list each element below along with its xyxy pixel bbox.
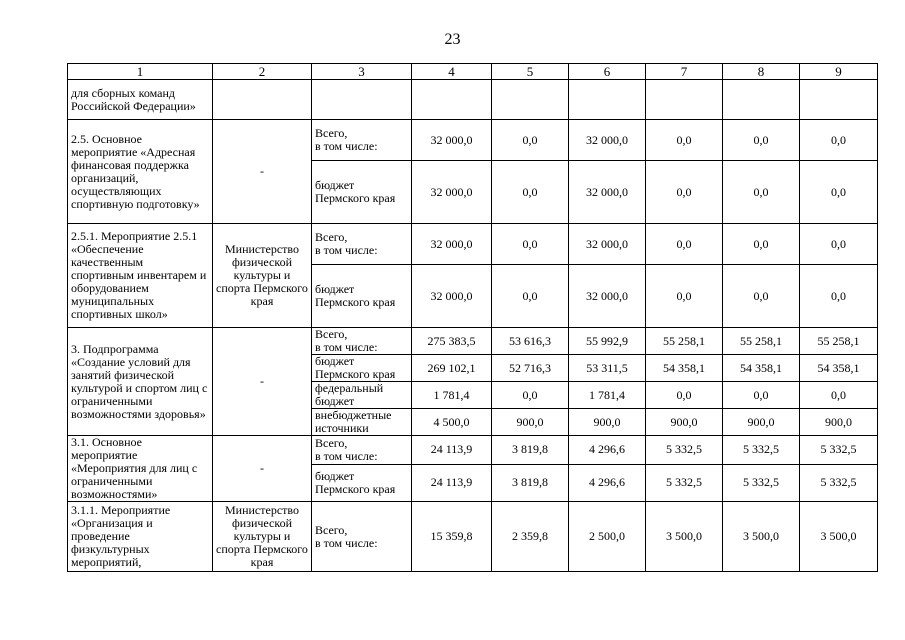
header-cell: 5 [492, 64, 569, 80]
value-cell: 5 332,5 [646, 464, 723, 501]
value-cell: 5 332,5 [723, 436, 800, 465]
value-cell: 53 311,5 [569, 355, 646, 382]
activity-name-cell: 3. Подпрограмма «Создание условий для занятий физической культурой и спортом лиц с ограниченными возможностями здоровья» [68, 328, 213, 436]
value-cell: 55 258,1 [723, 328, 800, 355]
value-cell: 0,0 [492, 224, 569, 265]
value-cell: 54 358,1 [646, 355, 723, 382]
value-cell: 1 781,4 [412, 382, 492, 409]
value-cell: 0,0 [800, 224, 878, 265]
table-row [68, 120, 878, 161]
table-row [68, 436, 878, 465]
value-cell: 0,0 [646, 120, 723, 161]
value-cell: 3 500,0 [646, 502, 723, 572]
activity-name-cell: 3.1. Основное мероприятие «Мероприятия для лиц с ограниченными возможностями» [68, 436, 213, 502]
value-cell: 32 000,0 [412, 161, 492, 224]
value-cell: 275 383,5 [412, 328, 492, 355]
value-cell: 5 332,5 [646, 436, 723, 465]
value-cell: 55 992,9 [569, 328, 646, 355]
source-cell: Всего, в том числе: [312, 224, 412, 265]
value-cell: 32 000,0 [412, 224, 492, 265]
value-cell: 0,0 [723, 120, 800, 161]
value-cell: 5 332,5 [800, 464, 878, 501]
activity-name-cell: для сборных команд Российской Федерации» [68, 80, 213, 120]
value-cell: 3 819,8 [492, 464, 569, 501]
value-cell [569, 80, 646, 120]
source-cell: Всего, в том числе: [312, 120, 412, 161]
value-cell: 54 358,1 [800, 355, 878, 382]
activity-name-cell: 2.5. Основное мероприятие «Адресная финансовая поддержка организаций, осуществляющих спортивную подготовку» [68, 120, 213, 224]
value-cell: 0,0 [723, 161, 800, 224]
source-cell: федеральный бюджет [312, 382, 412, 409]
source-cell: бюджет Пермского края [312, 161, 412, 224]
header-cell: 8 [723, 64, 800, 80]
value-cell: 32 000,0 [412, 120, 492, 161]
value-cell: 0,0 [800, 161, 878, 224]
header-cell: 9 [800, 64, 878, 80]
value-cell: 0,0 [646, 224, 723, 265]
table-row [68, 80, 878, 120]
budget-table [67, 63, 878, 572]
source-cell: Всего, в том числе: [312, 328, 412, 355]
value-cell: 0,0 [646, 161, 723, 224]
value-cell: 4 500,0 [412, 409, 492, 436]
source-cell: бюджет Пермского края [312, 464, 412, 501]
value-cell: 4 296,6 [569, 436, 646, 465]
value-cell: 0,0 [492, 161, 569, 224]
value-cell: 900,0 [800, 409, 878, 436]
value-cell: 5 332,5 [723, 464, 800, 501]
executor-cell: Министерство физической культуры и спорта Пермского края [213, 224, 312, 328]
value-cell: 24 113,9 [412, 436, 492, 465]
value-cell: 2 500,0 [569, 502, 646, 572]
value-cell: 54 358,1 [723, 355, 800, 382]
source-cell: Всего, в том числе: [312, 436, 412, 465]
activity-name-cell: 2.5.1. Мероприятие 2.5.1 «Обеспечение качественным спортивным инвентарем и оборудованием муниципальных спортивных школ» [68, 224, 213, 328]
value-cell: 3 500,0 [800, 502, 878, 572]
executor-cell: - [213, 436, 312, 502]
value-cell: 900,0 [492, 409, 569, 436]
header-row [68, 64, 878, 80]
value-cell: 32 000,0 [412, 265, 492, 328]
table-row [68, 328, 878, 355]
value-cell: 15 359,8 [412, 502, 492, 572]
value-cell: 2 359,8 [492, 502, 569, 572]
value-cell: 0,0 [800, 265, 878, 328]
value-cell: 0,0 [723, 382, 800, 409]
value-cell: 0,0 [800, 382, 878, 409]
header-cell: 6 [569, 64, 646, 80]
value-cell: 0,0 [492, 120, 569, 161]
value-cell [492, 80, 569, 120]
value-cell: 3 500,0 [723, 502, 800, 572]
value-cell [412, 80, 492, 120]
value-cell: 5 332,5 [800, 436, 878, 465]
value-cell: 24 113,9 [412, 464, 492, 501]
page-number: 23 [444, 31, 461, 48]
value-cell: 0,0 [492, 382, 569, 409]
value-cell: 55 258,1 [646, 328, 723, 355]
value-cell: 52 716,3 [492, 355, 569, 382]
executor-cell: - [213, 120, 312, 224]
value-cell [646, 80, 723, 120]
header-cell: 2 [213, 64, 312, 80]
source-cell: внебюджетные источники [312, 409, 412, 436]
value-cell: 53 616,3 [492, 328, 569, 355]
value-cell: 900,0 [723, 409, 800, 436]
value-cell: 0,0 [723, 265, 800, 328]
value-cell: 900,0 [646, 409, 723, 436]
value-cell: 0,0 [800, 120, 878, 161]
value-cell: 0,0 [723, 224, 800, 265]
source-cell: Всего, в том числе: [312, 502, 412, 572]
executor-cell [213, 80, 312, 120]
value-cell: 0,0 [646, 382, 723, 409]
value-cell: 1 781,4 [569, 382, 646, 409]
table-row [68, 224, 878, 265]
header-cell: 1 [68, 64, 213, 80]
value-cell: 55 258,1 [800, 328, 878, 355]
source-cell: бюджет Пермского края [312, 265, 412, 328]
header-cell: 7 [646, 64, 723, 80]
table-row [68, 502, 878, 572]
header-cell: 3 [312, 64, 412, 80]
value-cell: 0,0 [492, 265, 569, 328]
executor-cell: - [213, 328, 312, 436]
source-cell: бюджет Пермского края [312, 355, 412, 382]
value-cell: 32 000,0 [569, 161, 646, 224]
value-cell: 4 296,6 [569, 464, 646, 501]
header-cell: 4 [412, 64, 492, 80]
executor-cell: Министерство физической культуры и спорта Пермского края [213, 502, 312, 572]
value-cell [800, 80, 878, 120]
value-cell: 32 000,0 [569, 265, 646, 328]
activity-name-cell: 3.1.1. Мероприятие «Организация и проведение физкультурных мероприятий, [68, 502, 213, 572]
value-cell: 32 000,0 [569, 224, 646, 265]
value-cell: 900,0 [569, 409, 646, 436]
value-cell: 3 819,8 [492, 436, 569, 465]
value-cell: 32 000,0 [569, 120, 646, 161]
value-cell: 0,0 [646, 265, 723, 328]
value-cell [723, 80, 800, 120]
value-cell: 269 102,1 [412, 355, 492, 382]
source-cell [312, 80, 412, 120]
